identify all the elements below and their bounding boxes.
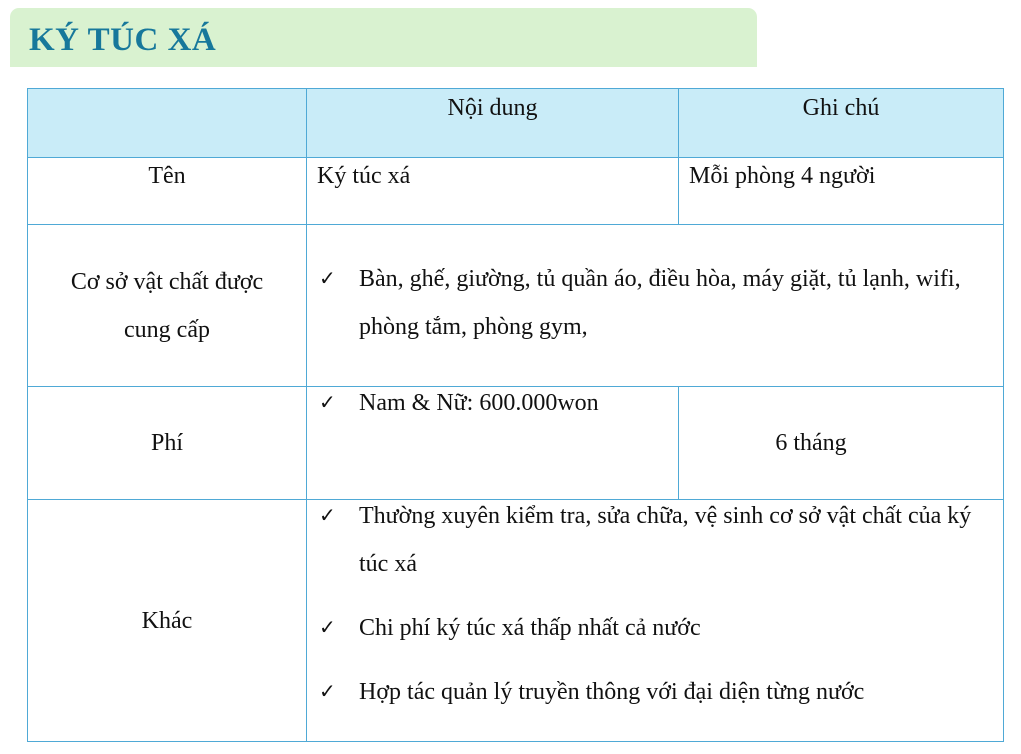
dormitory-table [27,88,1004,742]
checkmark-icon: ✓ [319,617,336,639]
table-row-name [28,158,1004,225]
table-row-fee [28,387,1004,500]
row-label-other: Khác [28,500,307,742]
row-label-fee: Phí [28,387,307,500]
list-item-text: Bàn, ghế, giường, tủ quần áo, điều hòa, máy giặt, tủ lạnh, wifi, phòng tắm, phòng gym, [359,265,961,340]
cell-fee-note: 6 tháng [679,387,1004,500]
cell-fee-content [307,387,679,500]
row-label-name: Tên [28,158,307,225]
row-label-facilities [28,225,307,387]
header-cell-empty [28,89,307,158]
list-item [307,604,1003,652]
checkmark-icon: ✓ [319,267,336,290]
header-cell-content: Nội dung [307,89,679,158]
list-item-text: Chi phí ký túc xá thấp nhất cả nước [359,615,701,641]
table-header-row [28,89,1004,158]
cell-facilities-content [307,225,1004,387]
list-item [307,492,1003,588]
checkmark-icon: ✓ [319,392,336,414]
table-row-other [28,500,1004,742]
list-item [307,255,1003,351]
cell-other-content [307,500,1004,742]
list-item [307,668,1003,716]
facilities-label-text: Cơ sở vật chất được cung cấp [70,268,264,343]
checkmark-icon: ✓ [319,681,336,703]
list-item-text: Nam & Nữ: 600.000won [359,390,599,416]
page-title: KÝ TÚC XÁ [29,22,217,58]
checkmark-icon: ✓ [319,505,336,527]
list-item-text: Hợp tác quản lý truyền thông với đại diện từng nước [359,679,865,705]
list-item-text: Thường xuyên kiểm tra, sửa chữa, vệ sinh cơ sở vật chất của ký túc xá [359,503,972,577]
header-cell-note: Ghi chú [679,89,1004,158]
cell-name-note: Mỗi phòng 4 người [679,158,1004,225]
title-banner [10,8,757,67]
list-item [307,379,678,427]
cell-name-content: Ký túc xá [307,158,679,225]
table-row-facilities [28,225,1004,387]
